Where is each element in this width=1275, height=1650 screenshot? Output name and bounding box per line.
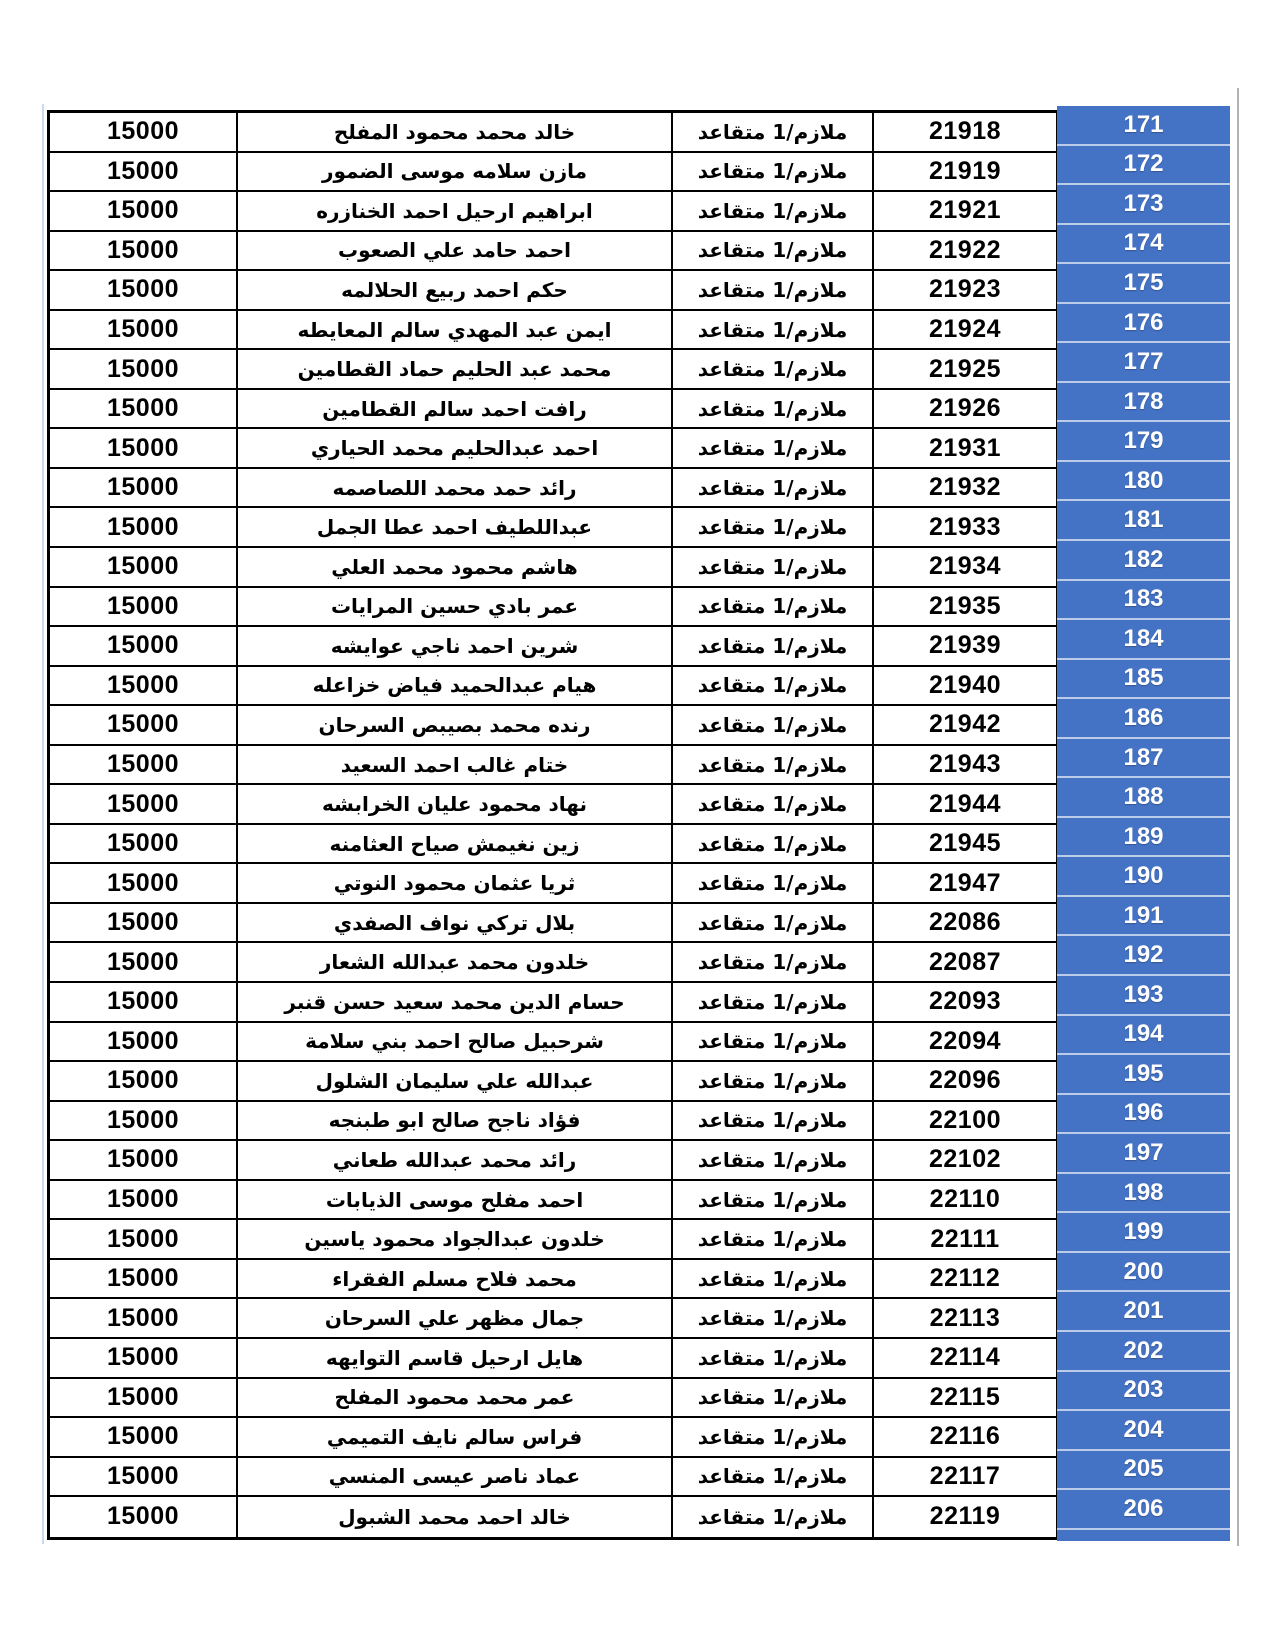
id-cell: 21940 [928,670,1002,699]
rank-cell: ملازم/1 متقاعد [673,1379,874,1417]
amount-cell: 15000 [50,113,238,151]
rank-cell: ملازم/1 متقاعد [673,667,874,705]
id-cell: 22110 [929,1185,1001,1214]
serial-cell: 191 [1057,897,1230,937]
id-cell: 22094 [928,1026,1002,1055]
serial-cell: 196 [1057,1095,1230,1135]
id-cell: 21922 [928,235,1002,264]
serial-column-stub [1057,1530,1230,1541]
amount-cell: 15000 [50,153,238,191]
name-cell: شرحبيل صالح احمد بني سلامة [238,1023,673,1061]
serial-cell: 194 [1057,1016,1230,1056]
id-cell: 21919 [928,156,1002,185]
serial-cell: 176 [1057,304,1230,344]
rank-cell: ملازم/1 متقاعد [673,548,874,586]
rank-cell: ملازم/1 متقاعد [673,1418,874,1456]
id-cell: 22112 [929,1264,1001,1293]
serial-cell: 203 [1057,1372,1230,1412]
rank-cell: ملازم/1 متقاعد [673,627,874,665]
amount-cell: 15000 [50,311,238,349]
id-cell: 21942 [928,710,1002,739]
name-cell: ايمن عبد المهدي سالم المعايطه [238,311,673,349]
table-row [50,1418,1056,1458]
name-cell: عبدالله علي سليمان الشلول [238,1062,673,1100]
serial-cell: 189 [1057,818,1230,858]
amount-cell: 15000 [50,429,238,467]
name-cell: هيام عبدالحميد فياض خزاعله [238,667,673,705]
table-row [50,627,1056,667]
rank-cell: ملازم/1 متقاعد [673,746,874,784]
rank-cell: ملازم/1 متقاعد [673,904,874,942]
rank-cell: ملازم/1 متقاعد [673,390,874,428]
id-cell: 22086 [928,908,1002,937]
serial-cell: 180 [1057,462,1230,502]
amount-cell: 15000 [50,1181,238,1219]
amount-cell: 15000 [50,271,238,309]
serial-cell: 188 [1057,778,1230,818]
amount-cell: 15000 [50,1102,238,1140]
amount-cell: 15000 [50,508,238,546]
table-row [50,350,1056,390]
rank-cell: ملازم/1 متقاعد [673,271,874,309]
id-cell: 21933 [928,512,1002,541]
serial-cell: 206 [1057,1490,1230,1530]
name-cell: احمد عبدالحليم محمد الحياري [238,429,673,467]
serial-cell: 204 [1057,1411,1230,1451]
amount-cell: 15000 [50,746,238,784]
table-row [50,1141,1056,1181]
amount-cell: 15000 [50,1497,238,1537]
table-row [50,1339,1056,1379]
table-row [50,311,1056,351]
id-cell: 21944 [928,789,1002,818]
amount-cell: 15000 [50,785,238,823]
table-row [50,864,1056,904]
name-cell: حسام الدين محمد سعيد حسن قنبر [238,983,673,1021]
rank-cell: ملازم/1 متقاعد [673,192,874,230]
serial-number-column [1057,106,1230,1541]
name-cell: عبداللطيف احمد عطا الجمل [238,508,673,546]
id-cell: 21921 [928,196,1002,225]
table-row [50,1497,1056,1537]
rank-cell: ملازم/1 متقاعد [673,1458,874,1496]
serial-cell: 179 [1057,422,1230,462]
name-cell: عماد ناصر عيسى المنسي [238,1458,673,1496]
table-row [50,429,1056,469]
id-cell: 21934 [928,552,1002,581]
retirees-table [47,110,1059,1540]
id-cell: 21925 [928,354,1002,383]
serial-cell: 205 [1057,1451,1230,1491]
name-cell: مازن سلامه موسى الضمور [238,153,673,191]
rank-cell: ملازم/1 متقاعد [673,113,874,151]
table-row [50,1181,1056,1221]
name-cell: رائد محمد عبدالله طعاني [238,1141,673,1179]
name-cell: عمر محمد محمود المفلح [238,1379,673,1417]
table-row [50,1023,1056,1063]
rank-cell: ملازم/1 متقاعد [673,232,874,270]
name-cell: ختام غالب احمد السعيد [238,746,673,784]
table-row [50,1062,1056,1102]
amount-cell: 15000 [50,904,238,942]
serial-cell: 199 [1057,1213,1230,1253]
name-cell: محمد عبد الحليم حماد القطامين [238,350,673,388]
name-cell: حكم احمد ربيع الحلالمه [238,271,673,309]
serial-cell: 195 [1057,1055,1230,1095]
table-row [50,825,1056,865]
amount-cell: 15000 [50,350,238,388]
rank-cell: ملازم/1 متقاعد [673,588,874,626]
table-row [50,1102,1056,1142]
id-cell: 22116 [929,1422,1001,1451]
rank-cell: ملازم/1 متقاعد [673,864,874,902]
table-row [50,746,1056,786]
name-cell: شرين احمد ناجي عوايشه [238,627,673,665]
id-cell: 22100 [928,1105,1002,1134]
name-cell: رائد حمد محمد اللصاصمه [238,469,673,507]
rank-cell: ملازم/1 متقاعد [673,785,874,823]
id-cell: 21935 [928,591,1002,620]
name-cell: هايل ارحيل قاسم التوايهه [238,1339,673,1377]
id-cell: 22096 [928,1066,1002,1095]
amount-cell: 15000 [50,1220,238,1258]
name-cell: عمر بادي حسين المرايات [238,588,673,626]
rank-cell: ملازم/1 متقاعد [673,1497,874,1537]
table-row [50,1260,1056,1300]
table-row [50,1379,1056,1419]
rank-cell: ملازم/1 متقاعد [673,943,874,981]
serial-cell: 193 [1057,976,1230,1016]
rank-cell: ملازم/1 متقاعد [673,350,874,388]
table-row [50,667,1056,707]
serial-cell: 173 [1057,185,1230,225]
serial-cell: 185 [1057,660,1230,700]
id-cell: 22115 [929,1382,1001,1411]
serial-cell: 198 [1057,1174,1230,1214]
id-cell: 21924 [928,315,1002,343]
name-cell: احمد مفلح موسى الذيابات [238,1181,673,1219]
table-row [50,548,1056,588]
id-cell: 22114 [929,1343,1001,1372]
serial-cell: 174 [1057,225,1230,265]
name-cell: بلال تركي نواف الصفدي [238,904,673,942]
left-gridline-guide [42,104,44,1544]
serial-cell: 187 [1057,739,1230,779]
id-cell: 22102 [928,1145,1002,1174]
table-row [50,153,1056,193]
id-cell: 22111 [930,1224,1000,1253]
rank-cell: ملازم/1 متقاعد [673,1141,874,1179]
serial-cell: 182 [1057,541,1230,581]
id-cell: 21931 [928,433,1002,462]
rank-cell: ملازم/1 متقاعد [673,1181,874,1219]
serial-cell: 184 [1057,620,1230,660]
name-cell: رافت احمد سالم القطامين [238,390,673,428]
serial-cell: 190 [1057,857,1230,897]
name-cell: فؤاد ناجح صالح ابو طبنجه [238,1102,673,1140]
id-cell: 22087 [928,947,1002,976]
id-cell: 21918 [928,117,1002,146]
name-cell: هاشم محمود محمد العلي [238,548,673,586]
rank-cell: ملازم/1 متقاعد [673,1102,874,1140]
serial-cell: 178 [1057,383,1230,423]
serial-cell: 172 [1057,146,1230,186]
amount-cell: 15000 [50,627,238,665]
rank-cell: ملازم/1 متقاعد [673,825,874,863]
id-cell: 21945 [928,829,1002,858]
name-cell: جمال مظهر علي السرحان [238,1299,673,1337]
name-cell: احمد حامد علي الصعوب [238,232,673,270]
name-cell: ابراهيم ارحيل احمد الخنازره [238,192,673,230]
serial-cell: 201 [1057,1292,1230,1332]
id-cell: 21932 [928,473,1002,502]
name-cell: زين نغيمش صياح العثامنه [238,825,673,863]
amount-cell: 15000 [50,1141,238,1179]
name-cell: خلدون عبدالجواد محمود ياسين [238,1220,673,1258]
rank-cell: ملازم/1 متقاعد [673,1299,874,1337]
table-row [50,785,1056,825]
id-cell: 22117 [929,1461,1001,1490]
rank-cell: ملازم/1 متقاعد [673,469,874,507]
name-cell: ثريا عثمان محمود النوتي [238,864,673,902]
amount-cell: 15000 [50,864,238,902]
amount-cell: 15000 [50,548,238,586]
table-row [50,983,1056,1023]
rank-cell: ملازم/1 متقاعد [673,429,874,467]
rank-cell: ملازم/1 متقاعد [673,983,874,1021]
table-row [50,271,1056,311]
rank-cell: ملازم/1 متقاعد [673,1220,874,1258]
table-row [50,508,1056,548]
amount-cell: 15000 [50,983,238,1021]
id-cell: 22119 [929,1502,1001,1531]
table-row [50,1299,1056,1339]
rank-cell: ملازم/1 متقاعد [673,706,874,744]
rank-cell: ملازم/1 متقاعد [673,1023,874,1061]
table-row [50,588,1056,628]
table-row [50,1220,1056,1260]
amount-cell: 15000 [50,706,238,744]
serial-cell: 171 [1057,106,1230,146]
serial-cell: 186 [1057,699,1230,739]
amount-cell: 15000 [50,1062,238,1100]
table-row [50,706,1056,746]
amount-cell: 15000 [50,1339,238,1377]
amount-cell: 15000 [50,192,238,230]
table-row [50,232,1056,272]
amount-cell: 15000 [50,667,238,705]
amount-cell: 15000 [50,1299,238,1337]
name-cell: خالد احمد محمد الشبول [238,1497,673,1537]
amount-cell: 15000 [50,943,238,981]
right-gridline-guide [1237,88,1239,1546]
amount-cell: 15000 [50,232,238,270]
table-row [50,469,1056,509]
amount-cell: 15000 [50,1023,238,1061]
amount-cell: 15000 [50,469,238,507]
amount-cell: 15000 [50,390,238,428]
serial-cell: 181 [1057,501,1230,541]
amount-cell: 15000 [50,825,238,863]
rank-cell: ملازم/1 متقاعد [673,153,874,191]
rank-cell: ملازم/1 متقاعد [673,1062,874,1100]
serial-cell: 192 [1057,936,1230,976]
amount-cell: 15000 [50,1418,238,1456]
rank-cell: ملازم/1 متقاعد [673,508,874,546]
amount-cell: 15000 [50,1379,238,1417]
rank-cell: ملازم/1 متقاعد [673,1339,874,1377]
name-cell: نهاد محمود عليان الخرابشه [238,785,673,823]
id-cell: 21923 [928,275,1002,304]
serial-cell: 177 [1057,343,1230,383]
name-cell: رنده محمد بصيبص السرحان [238,706,673,744]
table-row [50,904,1056,944]
rank-cell: ملازم/1 متقاعد [673,311,874,349]
table-row [50,113,1056,153]
id-cell: 21943 [928,750,1002,779]
rank-cell: ملازم/1 متقاعد [673,1260,874,1298]
amount-cell: 15000 [50,1458,238,1496]
name-cell: محمد فلاح مسلم الفقراء [238,1260,673,1298]
serial-cell: 175 [1057,264,1230,304]
name-cell: خلدون محمد عبدالله الشعار [238,943,673,981]
name-cell: فراس سالم نايف التميمي [238,1418,673,1456]
id-cell: 21926 [928,394,1002,423]
name-cell: خالد محمد محمود المفلح [238,113,673,151]
id-cell: 22113 [929,1303,1001,1332]
serial-cell: 200 [1057,1253,1230,1293]
amount-cell: 15000 [50,1260,238,1298]
serial-cell: 183 [1057,581,1230,621]
table-row [50,943,1056,983]
serial-cell: 197 [1057,1134,1230,1174]
amount-cell: 15000 [50,588,238,626]
serial-cell: 202 [1057,1332,1230,1372]
table-row [50,390,1056,430]
id-cell: 22093 [928,987,1002,1016]
table-row [50,192,1056,232]
table-row [50,1458,1056,1498]
id-cell: 21947 [928,868,1002,897]
id-cell: 21939 [928,631,1002,660]
